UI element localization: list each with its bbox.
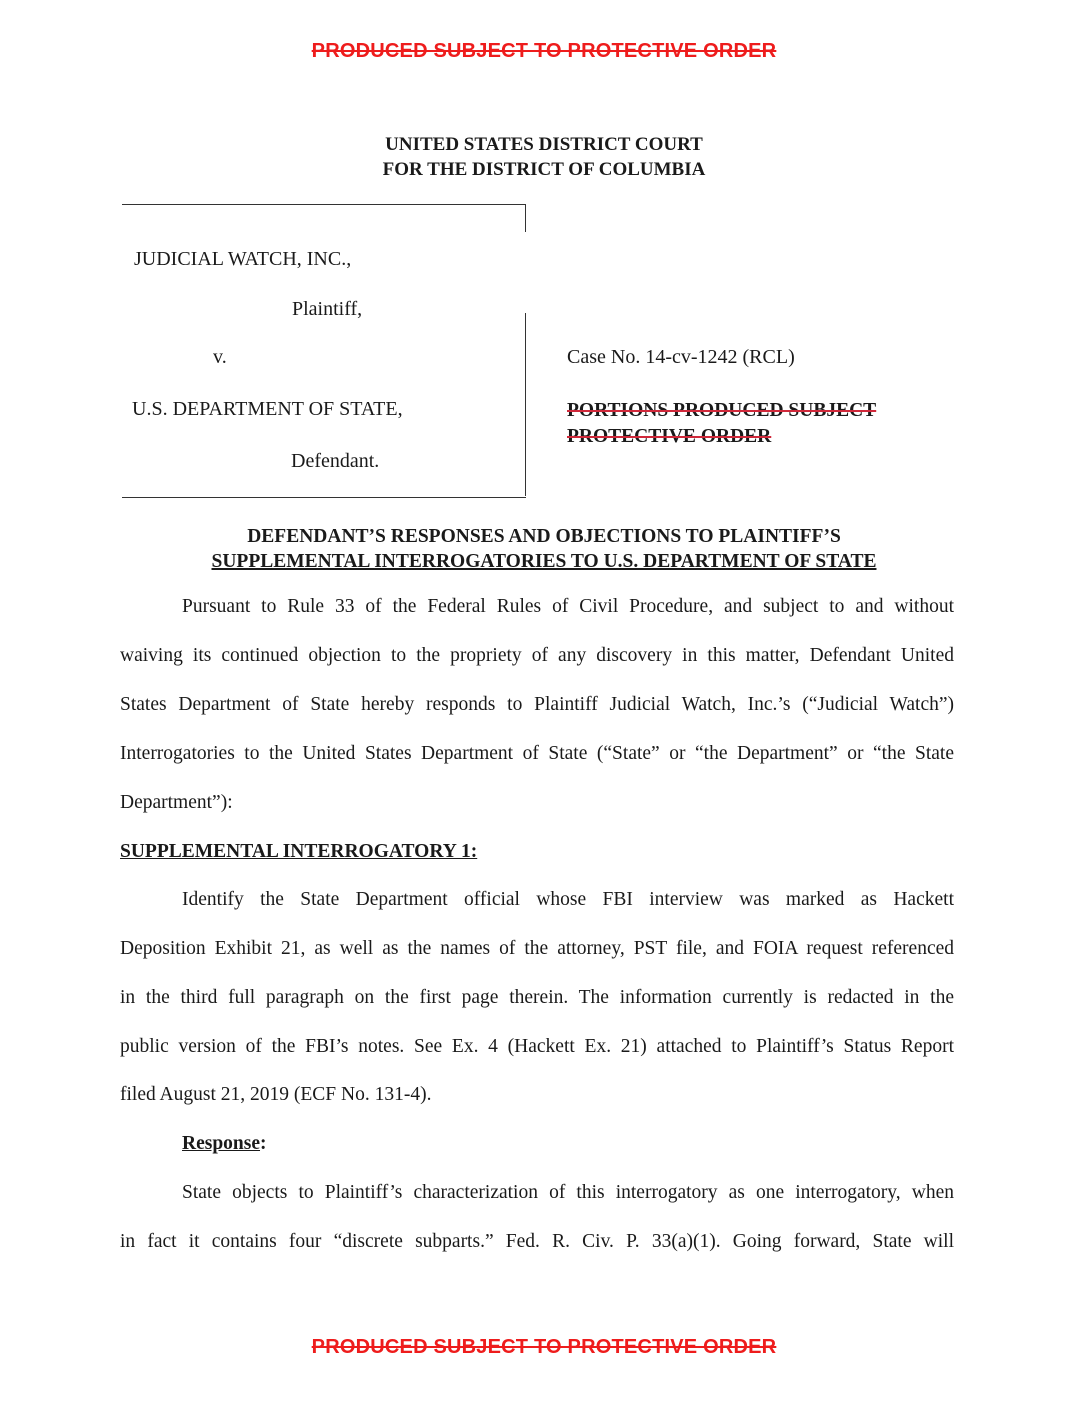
document-title-line-1: DEFENDANT’S RESPONSES AND OBJECTIONS TO PLAINTIFF’S [247, 526, 841, 547]
struck-notice-line-1: PORTIONS PRODUCED SUBJECT [567, 400, 877, 421]
intro-line: Department”): [120, 792, 233, 813]
intro-line: Pursuant to Rule 33 of the Federal Rules of Civil Procedure, and subject to and without [182, 596, 954, 617]
court-district: FOR THE DISTRICT OF COLUMBIA [382, 159, 706, 180]
caption-divider [525, 313, 526, 496]
plaintiff-name: JUDICIAL WATCH, INC., [134, 248, 352, 270]
interrogatory-1-heading [120, 841, 954, 863]
interrogatory-1-heading-text: SUPPLEMENTAL INTERROGATORY 1: [120, 841, 478, 862]
response-line: in fact it contains four “discrete subparts.” Fed. R. Civ. P. 33(a)(1). Going forward, State will [120, 1231, 954, 1252]
plaintiff-role: Plaintiff, [292, 298, 363, 320]
response-heading [120, 1133, 954, 1155]
document-title-line-2-text: SUPPLEMENTAL INTERROGATORIES TO U.S. DEPARTMENT OF STATE [211, 551, 877, 572]
intro-line: States Department of State hereby responds to Plaintiff Judicial Watch, Inc.’s (“Judicial Watch”) [120, 694, 954, 715]
interrogatory-line: filed August 21, 2019 (ECF No. 131-4). [120, 1084, 432, 1105]
struck-notice-line-2: PROTECTIVE ORDER [567, 426, 772, 447]
interrogatory-line: Identify the State Department official whose FBI interview was marked as Hackett [182, 889, 954, 910]
intro-line: waiving its continued objection to the propriety of any discovery in this matter, Defendant United [120, 645, 954, 666]
response-line: State objects to Plaintiff’s characterization of this interrogatory as one interrogatory, when [182, 1182, 954, 1203]
response-heading-text: Response [182, 1133, 261, 1154]
document-title-line-2 [0, 549, 1088, 574]
versus: v. [213, 346, 227, 368]
court-name: UNITED STATES DISTRICT COURT [385, 134, 703, 155]
struck-protective-notice [567, 398, 876, 450]
caption-divider-top [525, 204, 526, 232]
interrogatory-line: public version of the FBI’s notes. See Ex. 4 (Hackett Ex. 21) attached to Plaintiff’s Status Report [120, 1036, 954, 1057]
protective-order-stamp-footer: PRODUCED SUBJECT TO PROTECTIVE ORDER [311, 1336, 777, 1358]
protective-order-stamp-header: PRODUCED SUBJECT TO PROTECTIVE ORDER [311, 40, 777, 62]
interrogatory-line: Deposition Exhibit 21, as well as the names of the attorney, PST file, and FOIA request referenced [120, 938, 954, 959]
defendant-role: Defendant. [291, 450, 380, 472]
response-heading-colon: : [260, 1133, 267, 1154]
case-number: Case No. 14-cv-1242 (RCL) [567, 346, 795, 368]
interrogatory-line: in the third full paragraph on the first page therein. The information currently is redacted in the [120, 987, 954, 1008]
defendant-name: U.S. DEPARTMENT OF STATE, [132, 398, 403, 420]
intro-line: Interrogatories to the United States Department of State (“State” or “the Department” or “the State [120, 743, 954, 764]
